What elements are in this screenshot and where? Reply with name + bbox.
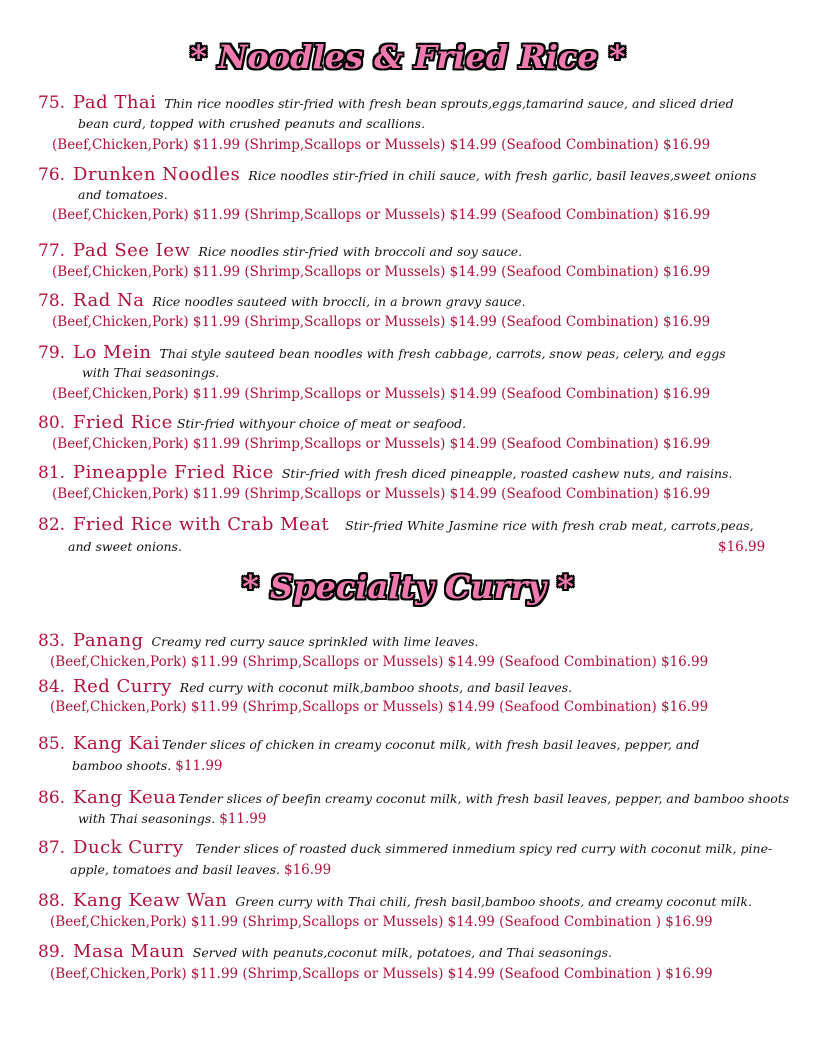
item-prices: (Beef,Chicken,Pork) $11.99 (Shrimp,Scallops or Mussels) $14.99 (Seafood Combination) $16.99 — [50, 654, 709, 670]
item-description: Rice noodles stir-fried in chili sauce, with fresh garlic, basil leaves,sweet onions — [248, 168, 757, 183]
noodles-section-title: * Noodles & Fried Rice * — [190, 38, 626, 76]
item-name: Drunken Noodles — [73, 164, 241, 185]
item-number: 83. — [38, 631, 66, 651]
item-description-cont — [78, 810, 267, 828]
item-description-cont — [70, 861, 331, 879]
item-name: Masa Maun — [73, 941, 185, 962]
item-description: Tender slices of beefin creamy coconut milk, with fresh basil leaves, pepper, and bamboo shoots — [178, 791, 790, 806]
item-description: Served with peanuts,coconut milk, potatoes, and Thai seasonings. — [192, 945, 613, 960]
item-number: 87. — [38, 838, 66, 858]
item-name: Rad Na — [73, 290, 145, 311]
item-prices: (Beef,Chicken,Pork) $11.99 (Shrimp,Scallops or Mussels) $14.99 (Seafood Combination ) $16.99 — [50, 966, 713, 982]
item-name: Kang Kai — [73, 733, 160, 754]
item-prices: (Beef,Chicken,Pork) $11.99 (Shrimp,Scallops or Mussels) $14.99 (Seafood Combination) $16.99 — [52, 314, 711, 330]
item-prices: (Beef,Chicken,Pork) $11.99 (Shrimp,Scallops or Mussels) $14.99 (Seafood Combination ) $16.99 — [50, 914, 713, 930]
item-number: 89. — [38, 942, 66, 962]
item-prices: (Beef,Chicken,Pork) $11.99 (Shrimp,Scallops or Mussels) $14.99 (Seafood Combination) $16.99 — [52, 486, 711, 502]
item-price: $11.99 — [219, 811, 267, 827]
item-description: Rice noodles sauteed with broccli, in a brown gravy sauce. — [152, 294, 526, 309]
menu-item-pineapple-fried-rice — [38, 462, 732, 483]
item-prices: (Beef,Chicken,Pork) $11.99 (Shrimp,Scallops or Mussels) $14.99 (Seafood Combination) $16.99 — [52, 436, 711, 452]
item-name: Kang Keaw Wan — [73, 890, 228, 911]
item-number: 75. — [38, 93, 66, 113]
item-number: 84. — [38, 677, 66, 697]
menu-item-panang — [38, 630, 479, 651]
item-description: bamboo shoots. — [72, 758, 172, 773]
item-name: Fried Rice with Crab Meat — [73, 514, 330, 535]
item-price: $16.99 — [284, 862, 332, 878]
item-description: Thai style sauteed bean noodles with fresh cabbage, carrots, snow peas, celery, and eggs — [159, 346, 726, 361]
item-description: Stir-fried withyour choice of meat or seafood. — [176, 416, 467, 431]
item-name: Lo Mein — [73, 342, 152, 363]
item-description-cont — [72, 757, 223, 775]
item-name: Pineapple Fried Rice — [73, 462, 274, 483]
menu-item-kang-keua — [38, 787, 789, 808]
item-name: Fried Rice — [73, 412, 173, 433]
item-price: $11.99 — [175, 758, 223, 774]
menu-item-fried-rice-crab — [38, 514, 754, 535]
item-prices: (Beef,Chicken,Pork) $11.99 (Shrimp,Scallops or Mussels) $14.99 (Seafood Combination) $16.99 — [52, 264, 711, 280]
menu-item-pad-see-iew — [38, 240, 522, 261]
item-number: 86. — [38, 788, 66, 808]
item-description: Stir-fried White Jasmine rice with fresh crab meat, carrots,peas, — [345, 518, 754, 533]
item-name: Pad Thai — [73, 92, 157, 113]
item-description: Creamy red curry sauce sprinkled with lime leaves. — [151, 634, 479, 649]
item-prices: (Beef,Chicken,Pork) $11.99 (Shrimp,Scallops or Mussels) $14.99 (Seafood Combination) $16.99 — [50, 699, 709, 715]
item-description: Rice noodles stir-fried with broccoli and soy sauce. — [198, 244, 523, 259]
item-description-cont: with Thai seasonings. — [82, 365, 220, 380]
item-number: 77. — [38, 241, 66, 261]
item-description: Tender slices of roasted duck simmered inmedium spicy red curry with coconut milk, pine- — [195, 841, 773, 856]
item-description: Tender slices of chicken in creamy coconut milk, with fresh basil leaves, pepper, and — [162, 737, 700, 752]
item-number: 79. — [38, 343, 66, 363]
item-number: 80. — [38, 413, 66, 433]
menu-item-kang-kai — [38, 733, 699, 754]
menu-item-lo-mein — [38, 342, 726, 363]
curry-section-title: * Specialty Curry * — [242, 568, 574, 606]
item-number: 78. — [38, 291, 66, 311]
menu-item-masa-maun — [38, 941, 612, 962]
item-description: Stir-fried with fresh diced pineapple, roasted cashew nuts, and raisins. — [281, 466, 733, 481]
item-number: 81. — [38, 463, 66, 483]
menu-item-rad-na — [38, 290, 526, 311]
menu-item-drunken-noodles — [38, 164, 756, 185]
item-prices: (Beef,Chicken,Pork) $11.99 (Shrimp,Scallops or Mussels) $14.99 (Seafood Combination) $16.99 — [52, 386, 711, 402]
menu-item-kang-keaw-wan — [38, 890, 752, 911]
item-name: Duck Curry — [73, 837, 184, 858]
item-number: 76. — [38, 165, 66, 185]
item-description: Thin rice noodles stir-fried with fresh bean sprouts,eggs,tamarind sauce, and sliced dried — [164, 96, 734, 111]
item-number: 88. — [38, 891, 66, 911]
item-description-cont: bean curd, topped with crushed peanuts and scallions. — [78, 116, 426, 131]
menu-item-pad-thai — [38, 92, 734, 113]
item-description: Green curry with Thai chili, fresh basil,bamboo shoots, and creamy coconut milk. — [235, 894, 752, 909]
item-prices: (Beef,Chicken,Pork) $11.99 (Shrimp,Scallops or Mussels) $14.99 (Seafood Combination) $16.99 — [52, 137, 711, 153]
item-prices: (Beef,Chicken,Pork) $11.99 (Shrimp,Scallops or Mussels) $14.99 (Seafood Combination) $16.99 — [52, 207, 711, 223]
item-description: apple, tomatoes and basil leaves. — [70, 862, 280, 877]
item-description-cont: and sweet onions. — [68, 539, 182, 554]
menu-item-fried-rice — [38, 412, 466, 433]
item-description: with Thai seasonings. — [78, 811, 216, 826]
item-description-cont: and tomatoes. — [78, 187, 168, 202]
item-number: 82. — [38, 515, 66, 535]
item-name: Kang Keua — [73, 787, 177, 808]
item-name: Red Curry — [73, 676, 172, 697]
item-number: 85. — [38, 734, 66, 754]
menu-item-duck-curry — [38, 837, 772, 858]
menu-item-red-curry — [38, 676, 572, 697]
item-description: Red curry with coconut milk,bamboo shoots, and basil leaves. — [179, 680, 573, 695]
item-name: Panang — [73, 630, 144, 651]
item-name: Pad See Iew — [73, 240, 191, 261]
item-prices: $16.99 — [718, 539, 766, 555]
